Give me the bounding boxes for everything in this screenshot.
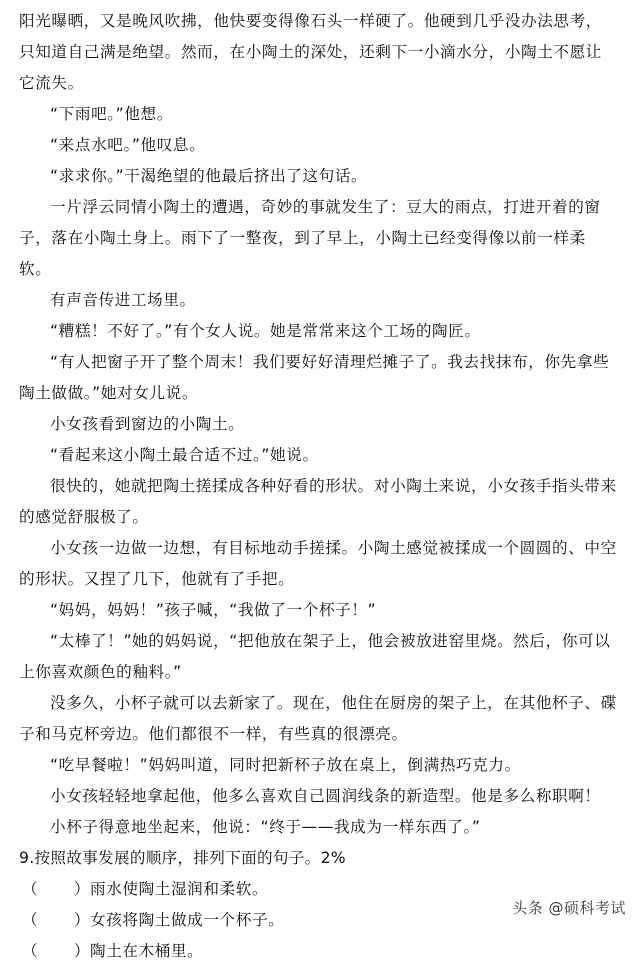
answer-blank-open[interactable]: （ [22, 880, 39, 898]
story-paragraph: 小女孩轻轻地拿起他，他多么喜欢自己圆润线条的新造型。他是多么称职啊！ [50, 787, 601, 805]
story-paragraph: 一片浮云同情小陶土的遭遇，奇妙的事就发生了：豆大的雨点，打进开着的窗子，落在小陶土身上。雨下了一整夜，到了早上，小陶土已经变得像以前一样柔软。 [19, 198, 601, 278]
story-paragraph: 没多久，小杯子就可以去新家了。现在，他住在厨房的架子上，在其他杯子、碟子和马克杯旁边。他们都很不一样，有些真的很漂亮。 [19, 694, 617, 743]
answer-blank-open[interactable]: （ [22, 911, 39, 929]
story-paragraph: “来点水吧。”他叹息。 [50, 136, 206, 154]
story-paragraph: “看起来这小陶土最合适不过。”她说。 [50, 446, 319, 464]
story-paragraph: “下雨吧。”他想。 [50, 105, 173, 123]
story-paragraph: 小女孩一边做一边想，有目标地动手搓揉。小陶土感觉被揉成一个圆圆的、中空的形状。又捏了几下，他就有了手把。 [19, 539, 617, 588]
story-paragraph: “糟糕！不好了。”有个女人说。她是常常来这个工场的陶匠。 [50, 322, 481, 340]
answer-blank-close: ） [74, 911, 91, 929]
story-paragraph: “有人把窗子开了整个周末！我们要好好清理烂摊子了。我去找抹布，你先拿些陶土做做。”她对女儿说。 [19, 353, 610, 402]
answer-option-text: 陶土在木桶里。 [90, 942, 204, 960]
story-paragraph: 阳光曝晒，又是晚风吹拂，他快要变得像石头一样硬了。他硬到几乎没办法思考，只知道自己满是绝望。然而，在小陶土的深处，还剩下一小滴水分，小陶土不愿让它流失。 [19, 12, 602, 92]
story-paragraph: 有声音传进工场里。 [50, 291, 196, 309]
story-paragraph: 很快的，她就把陶土搓揉成各种好看的形状。对小陶土来说，小女孩手指头带来的感觉舒服极了。 [19, 477, 617, 526]
story-paragraph: “吃早餐啦！”妈妈叫道，同时把新杯子放在桌上，倒满热巧克力。 [50, 756, 521, 774]
answer-options [0, 874, 640, 967]
question-9: 9.按照故事发展的顺序，排列下面的句子。2% [19, 849, 346, 867]
answer-blank-close: ） [74, 880, 91, 898]
answer-blank-open[interactable]: （ [22, 942, 39, 960]
story-paragraph: “妈妈，妈妈！”孩子喊，“我做了一个杯子！” [50, 601, 377, 619]
story-text [0, 6, 640, 843]
watermark: 头条 @硕科考试 [512, 899, 626, 917]
story-paragraph: 小女孩看到窗边的小陶土。 [50, 415, 245, 433]
answer-blank-close: ） [74, 942, 91, 960]
answer-option-text: 女孩将陶土做成一个杯子。 [90, 911, 285, 929]
answer-option-text: 雨水使陶土湿润和柔软。 [90, 880, 269, 898]
answer-option [0, 936, 640, 967]
story-paragraph: 小杯子得意地坐起来，他说：“终于——我成为一样东西了。” [50, 818, 481, 836]
story-paragraph: “求求你。”干渴绝望的他最后挤出了这句话。 [50, 167, 368, 185]
story-paragraph: “太棒了！”她的妈妈说，“把他放在架子上，他会被放进窑里烧。然后，你可以上你喜欢颜色的釉料。” [19, 632, 611, 681]
